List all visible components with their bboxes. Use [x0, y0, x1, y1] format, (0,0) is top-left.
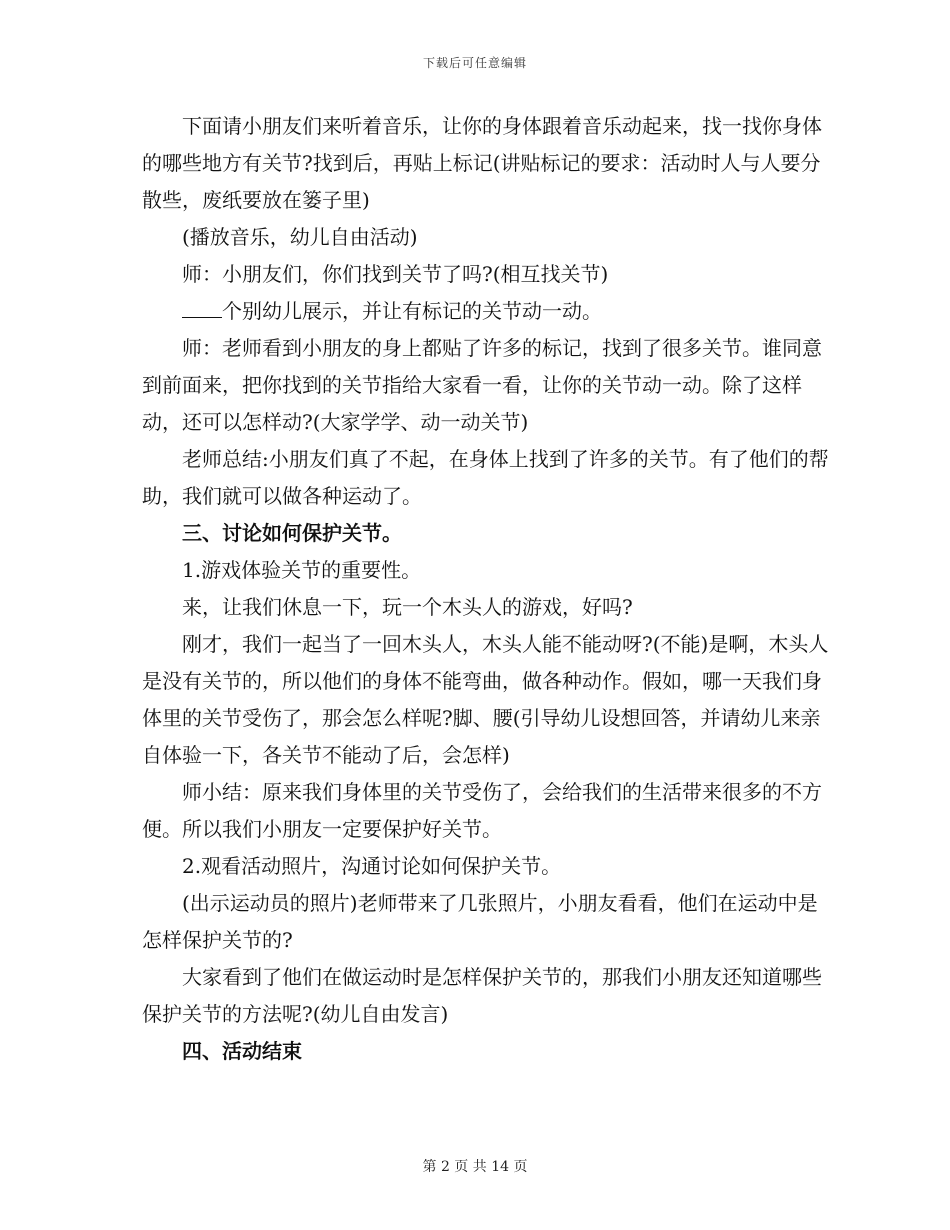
paragraph-teacher-brief-summary: 师小结：原来我们身体里的关节受伤了，会给我们的生活带来很多的不方便。所以我们小朋友一定要保护好关节。 — [142, 780, 822, 841]
paragraph-show-photos: (出示运动员的照片)老师带来了几张照片，小朋友看看，他们在运动中是怎样保护关节的? — [142, 891, 818, 952]
paragraph-protection-methods: 大家看到了他们在做运动时是怎样保护关节的，那我们小朋友还知道哪些保护关节的方法呢?(幼儿自由发言) — [142, 965, 822, 1026]
paragraph-teacher-summary: 老师总结:小朋友们真了不起，在身体上找到了许多的关节。有了他们的帮助，我们就可以做各种运动了。 — [142, 447, 829, 508]
paragraph-play-music: (播放音乐，幼儿自由活动) — [182, 225, 418, 249]
paragraph-individual-show-text: 个别幼儿展示，并让有标记的关节动一动。 — [222, 299, 602, 323]
paragraph-rest-game: 来，让我们休息一下，玩一个木头人的游戏，好吗? — [182, 595, 633, 619]
section-heading-three: 三、讨论如何保护关节。 — [182, 521, 402, 545]
section-heading-four: 四、活动结束 — [182, 1039, 302, 1063]
page-header: 下载后可任意编辑 — [422, 56, 527, 70]
fill-blank — [182, 299, 222, 318]
paragraph-teacher-observation: 师：老师看到小朋友的身上都贴了许多的标记，找到了很多关节。谁同意到前面来，把你找到的关节指给大家看一看，让你的关节动一动。除了这样动，还可以怎样动?(大家学学、动一动关节) — [142, 336, 822, 434]
page-number: 第 2 页 共 14 页 — [422, 1159, 528, 1175]
subheading-game-experience: 1.游戏体验关节的重要性。 — [182, 558, 422, 582]
paragraph-music-activity: 下面请小朋友们来听着音乐，让你的身体跟着音乐动起来，找一找你身体的哪些地方有关节?找到后，再贴上标记(讲贴标记的要求：活动时人与人要分散些，废纸要放在篓子里) — [142, 114, 822, 212]
document-body — [142, 108, 832, 1070]
paragraph-teacher-question: 师：小朋友们，你们找到关节了吗?(相互找关节) — [182, 262, 609, 286]
paragraph-individual-show — [142, 293, 832, 330]
paragraph-wooden-man: 刚才，我们一起当了一回木头人，木头人能不能动呀?(不能)是啊，木头人是没有关节的，所以他们的身体不能弯曲，做各种动作。假如，哪一天我们身体里的关节受伤了，那会怎么样呢?脚、腰(引导幼儿设想回答，并请幼儿来亲自体验一下，各关节不能动了后，会怎样) — [142, 632, 829, 767]
subheading-photo-discussion: 2.观看活动照片，沟通讨论如何保护关节。 — [182, 854, 562, 878]
